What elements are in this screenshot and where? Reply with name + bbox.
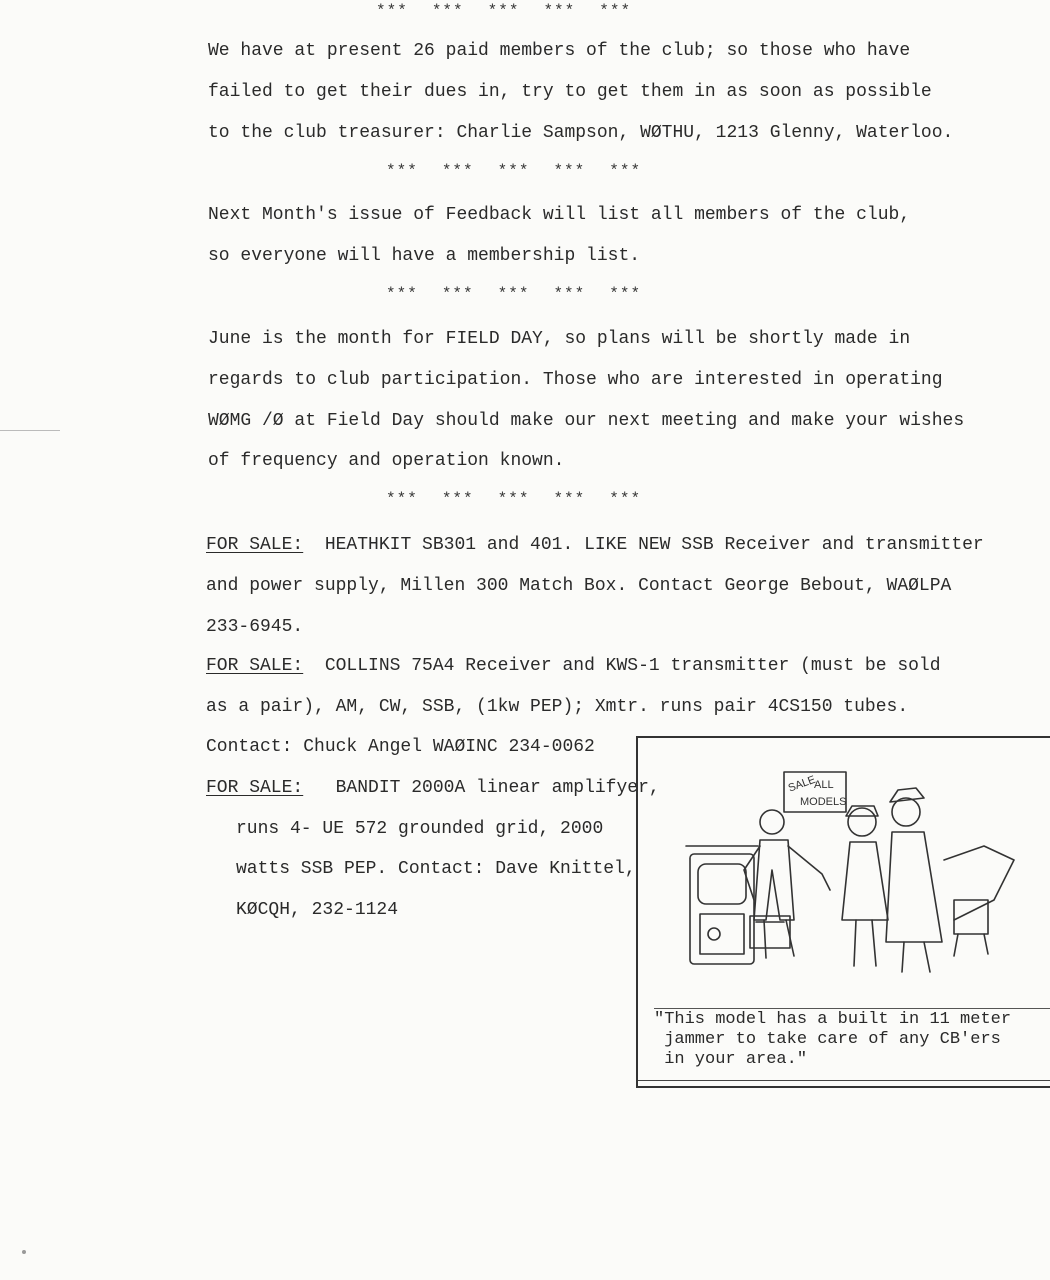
ad-2-line-3: Contact: Chuck Angel WAØINC 234-0062 [206, 737, 595, 757]
cartoon-drawing [654, 750, 1050, 1009]
separator-4: *** *** *** *** *** [386, 490, 642, 508]
separator-1: *** *** *** *** *** [376, 2, 632, 20]
cartoon-box [636, 736, 1050, 1088]
sign-text-models: MODELS [800, 796, 847, 808]
separator-2: *** *** *** *** *** [386, 162, 642, 180]
ad-2-label: FOR SALE: [206, 656, 304, 676]
ad-1-line-1: FOR SALE: HEATHKIT SB301 and 401. LIKE NEW SSB Receiver and transmitter [206, 535, 984, 555]
dues-line-3: to the club treasurer: Charlie Sampson, WØTHU, 1213 Glenny, Waterloo. [208, 123, 954, 143]
field-day-line-3: WØMG /Ø at Field Day should make our next meeting and make your wishes [208, 411, 965, 431]
sign-text-sale: SALE [786, 773, 818, 795]
field-day-line-4: of frequency and operation known. [208, 451, 565, 471]
ad-3-line-3: watts SSB PEP. Contact: Dave Knittel, [236, 859, 636, 879]
cartoon-illustration [654, 750, 1050, 1008]
salesman-body [754, 840, 794, 920]
cartoon-caption: "This model has a built in 11 meter jammer to take care of any CB'ers in your area." [654, 1010, 1012, 1069]
ad-3-line-1: FOR SALE: BANDIT 2000A linear amplifyer, [206, 778, 660, 798]
ad-2-line-2: as a pair), AM, CW, SSB, (1kw PEP); Xmtr. runs pair 4CS150 tubes. [206, 697, 909, 717]
ad-3-label: FOR SALE: [206, 778, 304, 798]
field-day-line-2: regards to club participation. Those who are interested in operating [208, 370, 943, 390]
dues-line-2: failed to get their dues in, try to get them in as soon as possible [208, 82, 932, 102]
cartoon-bottom-border [638, 1080, 1050, 1081]
sign-text-all: ALL [814, 779, 834, 791]
feedback-line-1: Next Month's issue of Feedback will list all members of the club, [208, 205, 911, 225]
customer-1-head [848, 808, 876, 836]
feedback-line-2: so everyone will have a membership list. [208, 246, 641, 266]
ad-1-line-2: and power supply, Millen 300 Match Box. Contact George Bebout, WAØLPA [206, 576, 952, 596]
scan-speck [22, 1250, 26, 1254]
dues-line-1: We have at present 26 paid members of the club; so those who have [208, 41, 911, 61]
customer-1-coat [842, 842, 888, 920]
ad-3-line-4: KØCQH, 232-1124 [236, 900, 399, 920]
customer-2-head [892, 798, 920, 826]
customer-2-coat [886, 832, 942, 942]
salesman-head [760, 810, 784, 834]
ad-3-line-2: runs 4- UE 572 grounded grid, 2000 [236, 819, 604, 839]
ad-1-label: FOR SALE: [206, 535, 304, 555]
field-day-line-1: June is the month for FIELD DAY, so plans will be shortly made in [208, 329, 911, 349]
ad-2-line-1: FOR SALE: COLLINS 75A4 Receiver and KWS-1 transmitter (must be sold [206, 656, 941, 676]
separator-3: *** *** *** *** *** [386, 285, 642, 303]
ad-1-line-3: 233-6945. [206, 617, 304, 637]
margin-line [0, 430, 60, 431]
